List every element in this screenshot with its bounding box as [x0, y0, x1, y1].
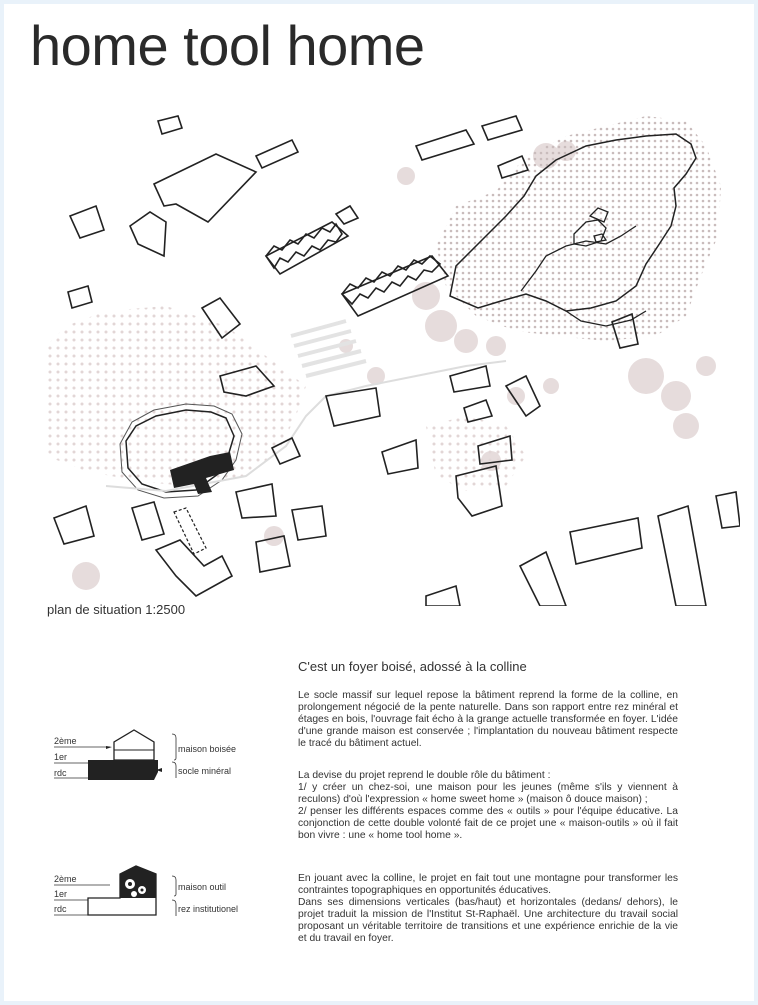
- paragraph-2-item1: 1/ y créer un chez-soi, une maison pour les jeunes (même s'ils y viennent à reculons) d'où l'expression « home sweet home » (maison ô douce maison) ;: [298, 782, 678, 805]
- paragraph-1-text: Le socle massif sur lequel repose la bâtiment reprend la forme de la colline, en prolongement négocié de la pente naturelle. Dans son rapport entre rez minéral et étages en bois, l'ouvrage fait écho à la grange actuelle transformée en foyer. L'idée d'une grande maison est conservée ; l'implantation du nouveau bâtiment respecte le tracé du bâtiment actuel.: [298, 690, 678, 749]
- label-maison-boisee: maison boisée: [178, 744, 237, 754]
- section-diagram-2: [50, 860, 270, 930]
- paragraph-2-item2: 2/ penser les différents espaces comme des « outils » pour l'équipe éducative. La conjonction de cette double volonté fait de ce projet une « maison-outils » où il fait bon vivre : une « home tool home ».: [298, 806, 678, 841]
- section-2-drawing: [50, 860, 180, 930]
- paragraph-2-intro: La devise du projet reprend le double rôle du bâtiment :: [298, 770, 551, 781]
- section-diagram-1: [50, 720, 270, 790]
- site-plan: [46, 96, 740, 606]
- paragraph-3a: En jouant avec la colline, le projet en fait tout une montagne pour transformer les contraintes topographiques en opportunités éducatives.: [298, 873, 678, 896]
- terraces: [291, 321, 366, 376]
- section-1-drawing: [50, 720, 180, 790]
- poster-title: home tool home: [30, 14, 425, 77]
- level-rdc: rdc: [54, 904, 67, 914]
- level-1er: 1er: [54, 752, 68, 762]
- wooded-area-west: [46, 306, 306, 486]
- annex-building-dashed: [174, 508, 206, 554]
- paragraph-3: [298, 873, 678, 945]
- label-socle-mineral: socle minéral: [178, 766, 232, 776]
- level-2eme: 2ème: [54, 736, 77, 746]
- label-maison-outil: maison outil: [178, 882, 227, 892]
- label-rez-institutionel: rez institutionel: [178, 904, 239, 914]
- level-rdc: rdc: [54, 768, 67, 778]
- level-2eme: 2ème: [54, 874, 77, 884]
- level-1er: 1er: [54, 889, 68, 899]
- paragraph-2: [298, 770, 678, 842]
- section-subtitle: C'est un foyer boisé, adossé à la colline: [298, 659, 527, 674]
- paragraph-3b: Dans ses dimensions verticales (bas/haut) et horizontales (dedans/ dehors), le projet traduit la mission de l'Institut St-Raphaël. Une architecture du travail social proposant un véritable territoire de transitions et une expérience enrichie de la vie et du travail en foyer.: [298, 897, 678, 944]
- map-caption: plan de situation 1:2500: [47, 602, 186, 617]
- paragraph-1: [298, 690, 678, 750]
